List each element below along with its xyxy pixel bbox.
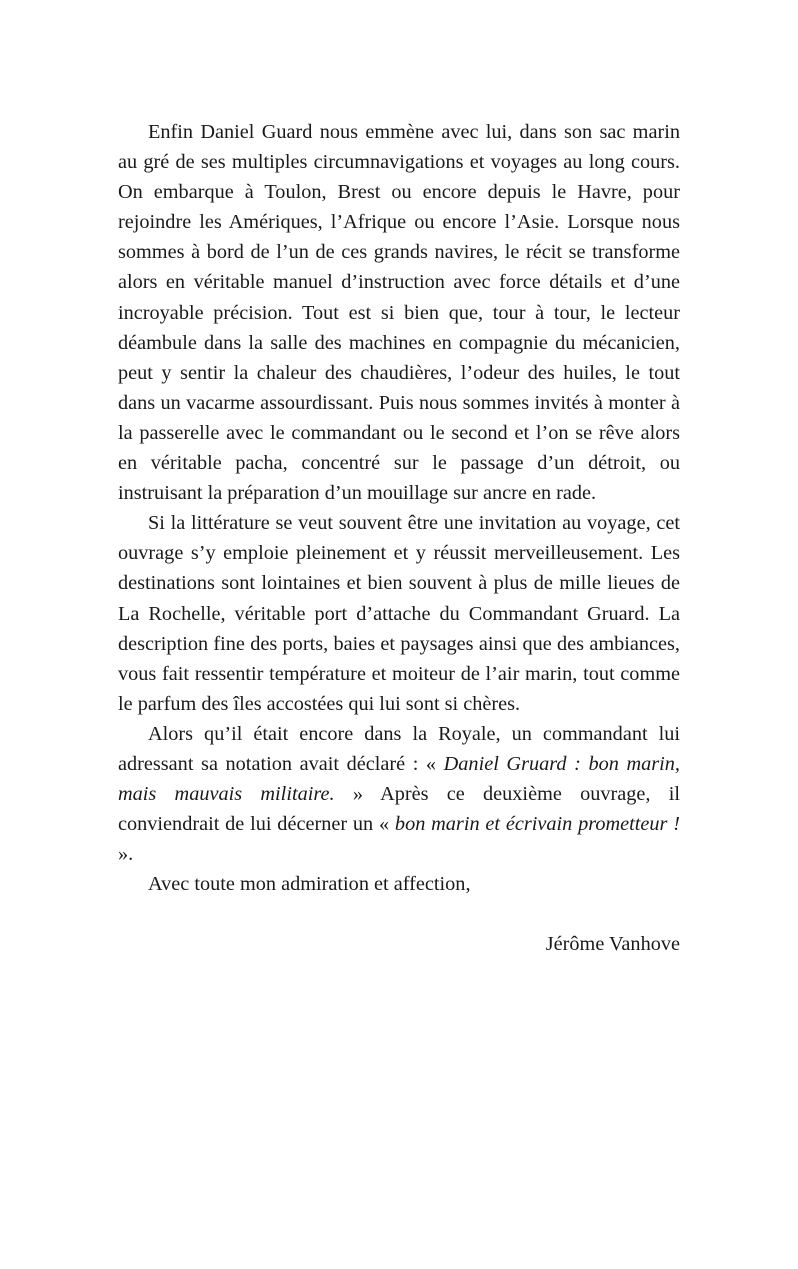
- text-segment: Alors qu’il était encore dans la Royale, un commandant lui adressant sa notation avait déclaré : «: [118, 722, 680, 775]
- text-segment: Avec toute mon admiration et affection,: [148, 873, 471, 896]
- italic-quote: Daniel Gruard : bon marin, mais mauvais militaire.: [118, 752, 680, 806]
- paragraph-4: [118, 869, 680, 899]
- body-text: [118, 117, 680, 899]
- document-page: [118, 117, 680, 960]
- paragraph-3: [118, 719, 680, 869]
- italic-quote: bon marin et écrivain prometteur !: [394, 813, 680, 836]
- text-segment: ».: [118, 843, 134, 866]
- text-segment: » Après ce deuxième ouvrage, il conviendrait de lui décerner un «: [118, 783, 680, 836]
- text-segment: Si la littérature se veut souvent être une invitation au voyage, cet ouvrage s’y emploie pleinement et y réussit merveilleusement. Les destinations sont lointaines et bien souvent à plus de mille lieues de La Rochelle, véritable port d’attache du Commandant Gruard. La description fine des ports, baies et paysages ainsi que des ambiances, vous fait ressentir température et moiteur de l’air marin, tout comme le parfum des îles accostées qui lui sont si chères.: [118, 512, 680, 715]
- text-segment: Enfin Daniel Guard nous emmène avec lui, dans son sac marin au gré de ses multiples circumnavigations et voyages au long cours. On embarque à Toulon, Brest ou encore depuis le Havre, pour rejoindre les Amériques, l’Afrique ou encore l’Asie. Lorsque nous sommes à bord de l’un de ces grands navires, le récit se transforme alors en véritable manuel d’instruction avec force détails et d’une incroyable précision. Tout est si bien que, tour à tour, le lecteur déambule dans la salle des machines en compagnie du mécanicien, peut y sentir la chaleur des chaudières, l’odeur des huiles, le tout dans un vacarme assourdissant. Puis nous sommes invités à monter à la passerelle avec le commandant ou le second et l’on se rêve alors en véritable pacha, concentré sur le passage d’un détroit, ou instruisant la préparation d’un mouillage sur ancre en rade.: [118, 121, 680, 505]
- paragraph-1: [118, 117, 680, 508]
- signature: Jérôme Vanhove: [545, 933, 680, 956]
- paragraph-2: [118, 508, 680, 719]
